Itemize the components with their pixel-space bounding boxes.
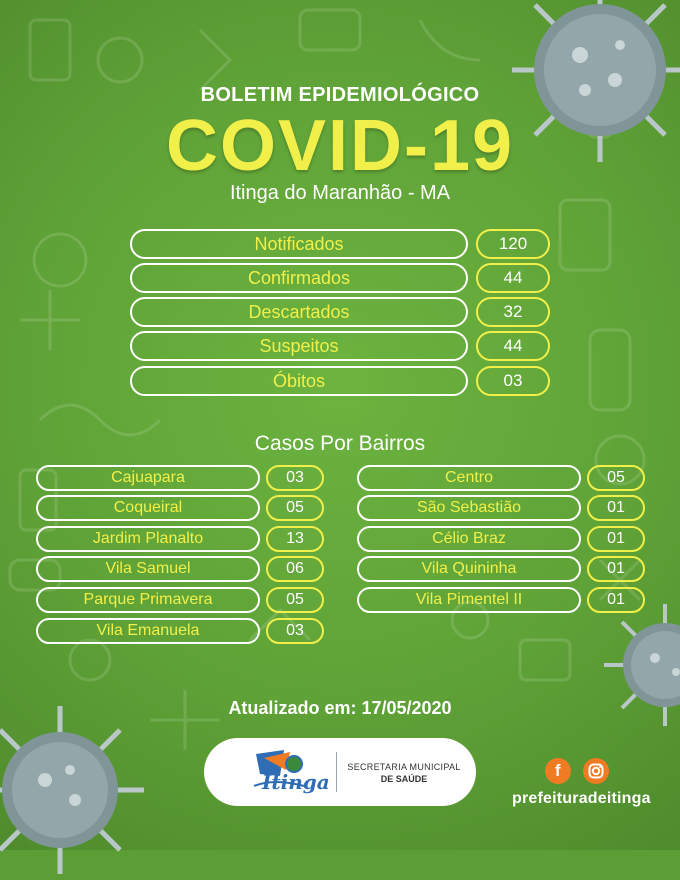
bairro-row: [357, 587, 645, 617]
stat-row-confirmados: [130, 263, 550, 293]
bairro-name: Jardim Planalto: [36, 526, 260, 552]
bairro-value: 01: [587, 495, 645, 521]
bairro-row: [357, 556, 645, 586]
bairro-name: Vila Pimentel II: [357, 587, 581, 613]
bairro-value: 01: [587, 556, 645, 582]
stat-value: 32: [476, 297, 550, 327]
bairro-name: Coqueiral: [36, 495, 260, 521]
bairro-row: [36, 618, 324, 648]
virus-bottom-left-illustration: [0, 700, 150, 880]
bairro-name: Célio Braz: [357, 526, 581, 552]
bairro-value: 05: [266, 587, 324, 613]
bairro-name: Parque Primavera: [36, 587, 260, 613]
bairro-row: [36, 465, 324, 495]
social-block: [512, 758, 651, 808]
bairro-row: [36, 587, 324, 617]
bairro-name: Vila Quininha: [357, 556, 581, 582]
bairro-value: 06: [266, 556, 324, 582]
stat-value: 44: [476, 263, 550, 293]
stat-row-notificados: [130, 229, 550, 259]
footer-logo-panel: [204, 738, 476, 806]
bairros-section-title: Casos Por Bairros: [254, 432, 426, 455]
bairro-name: Vila Samuel: [36, 556, 260, 582]
stat-row-obitos: [130, 366, 550, 396]
stat-value: 120: [476, 229, 550, 259]
stat-row-descartados: [130, 297, 550, 327]
bairro-value: 01: [587, 526, 645, 552]
bairro-row: [36, 526, 324, 556]
logo-wordmark: Itinga: [262, 770, 330, 794]
updated-date: Atualizado em: 17/05/2020: [228, 698, 452, 718]
stat-label: Confirmados: [130, 263, 468, 293]
page-title: COVID-19: [165, 106, 515, 186]
bairro-row: [357, 526, 645, 556]
bulletin-subtitle: BOLETIM EPIDEMIOLÓGICO: [200, 84, 480, 106]
stat-value: 03: [476, 366, 550, 396]
bairro-name: Cajuapara: [36, 465, 260, 491]
bairro-value: 03: [266, 618, 324, 644]
stat-label: Suspeitos: [130, 331, 468, 361]
social-handle[interactable]: prefeituradeitinga: [512, 790, 651, 807]
stat-row-suspeitos: [130, 331, 550, 361]
location-label: Itinga do Maranhão - MA: [229, 182, 451, 204]
bairro-row: [36, 556, 324, 586]
secretaria-line1: SECRETARIA MUNICIPAL: [347, 762, 461, 772]
stat-label: Óbitos: [130, 366, 468, 396]
bairro-row: [357, 465, 645, 495]
bairro-row: [357, 495, 645, 525]
facebook-icon[interactable]: f: [545, 758, 571, 784]
secretaria-line2: DE SAÚDE: [380, 774, 428, 784]
stat-label: Notificados: [130, 229, 468, 259]
bairro-value: 05: [587, 465, 645, 491]
bairro-name: São Sebastião: [357, 495, 581, 521]
stat-label: Descartados: [130, 297, 468, 327]
bairro-value: 13: [266, 526, 324, 552]
bairro-name: Vila Emanuela: [36, 618, 260, 644]
bairro-name: Centro: [357, 465, 581, 491]
bairro-row: [36, 495, 324, 525]
stat-value: 44: [476, 331, 550, 361]
bairro-value: 01: [587, 587, 645, 613]
instagram-icon[interactable]: [583, 758, 609, 784]
bairro-value: 03: [266, 465, 324, 491]
logo-divider: [336, 752, 337, 792]
bairro-value: 05: [266, 495, 324, 521]
